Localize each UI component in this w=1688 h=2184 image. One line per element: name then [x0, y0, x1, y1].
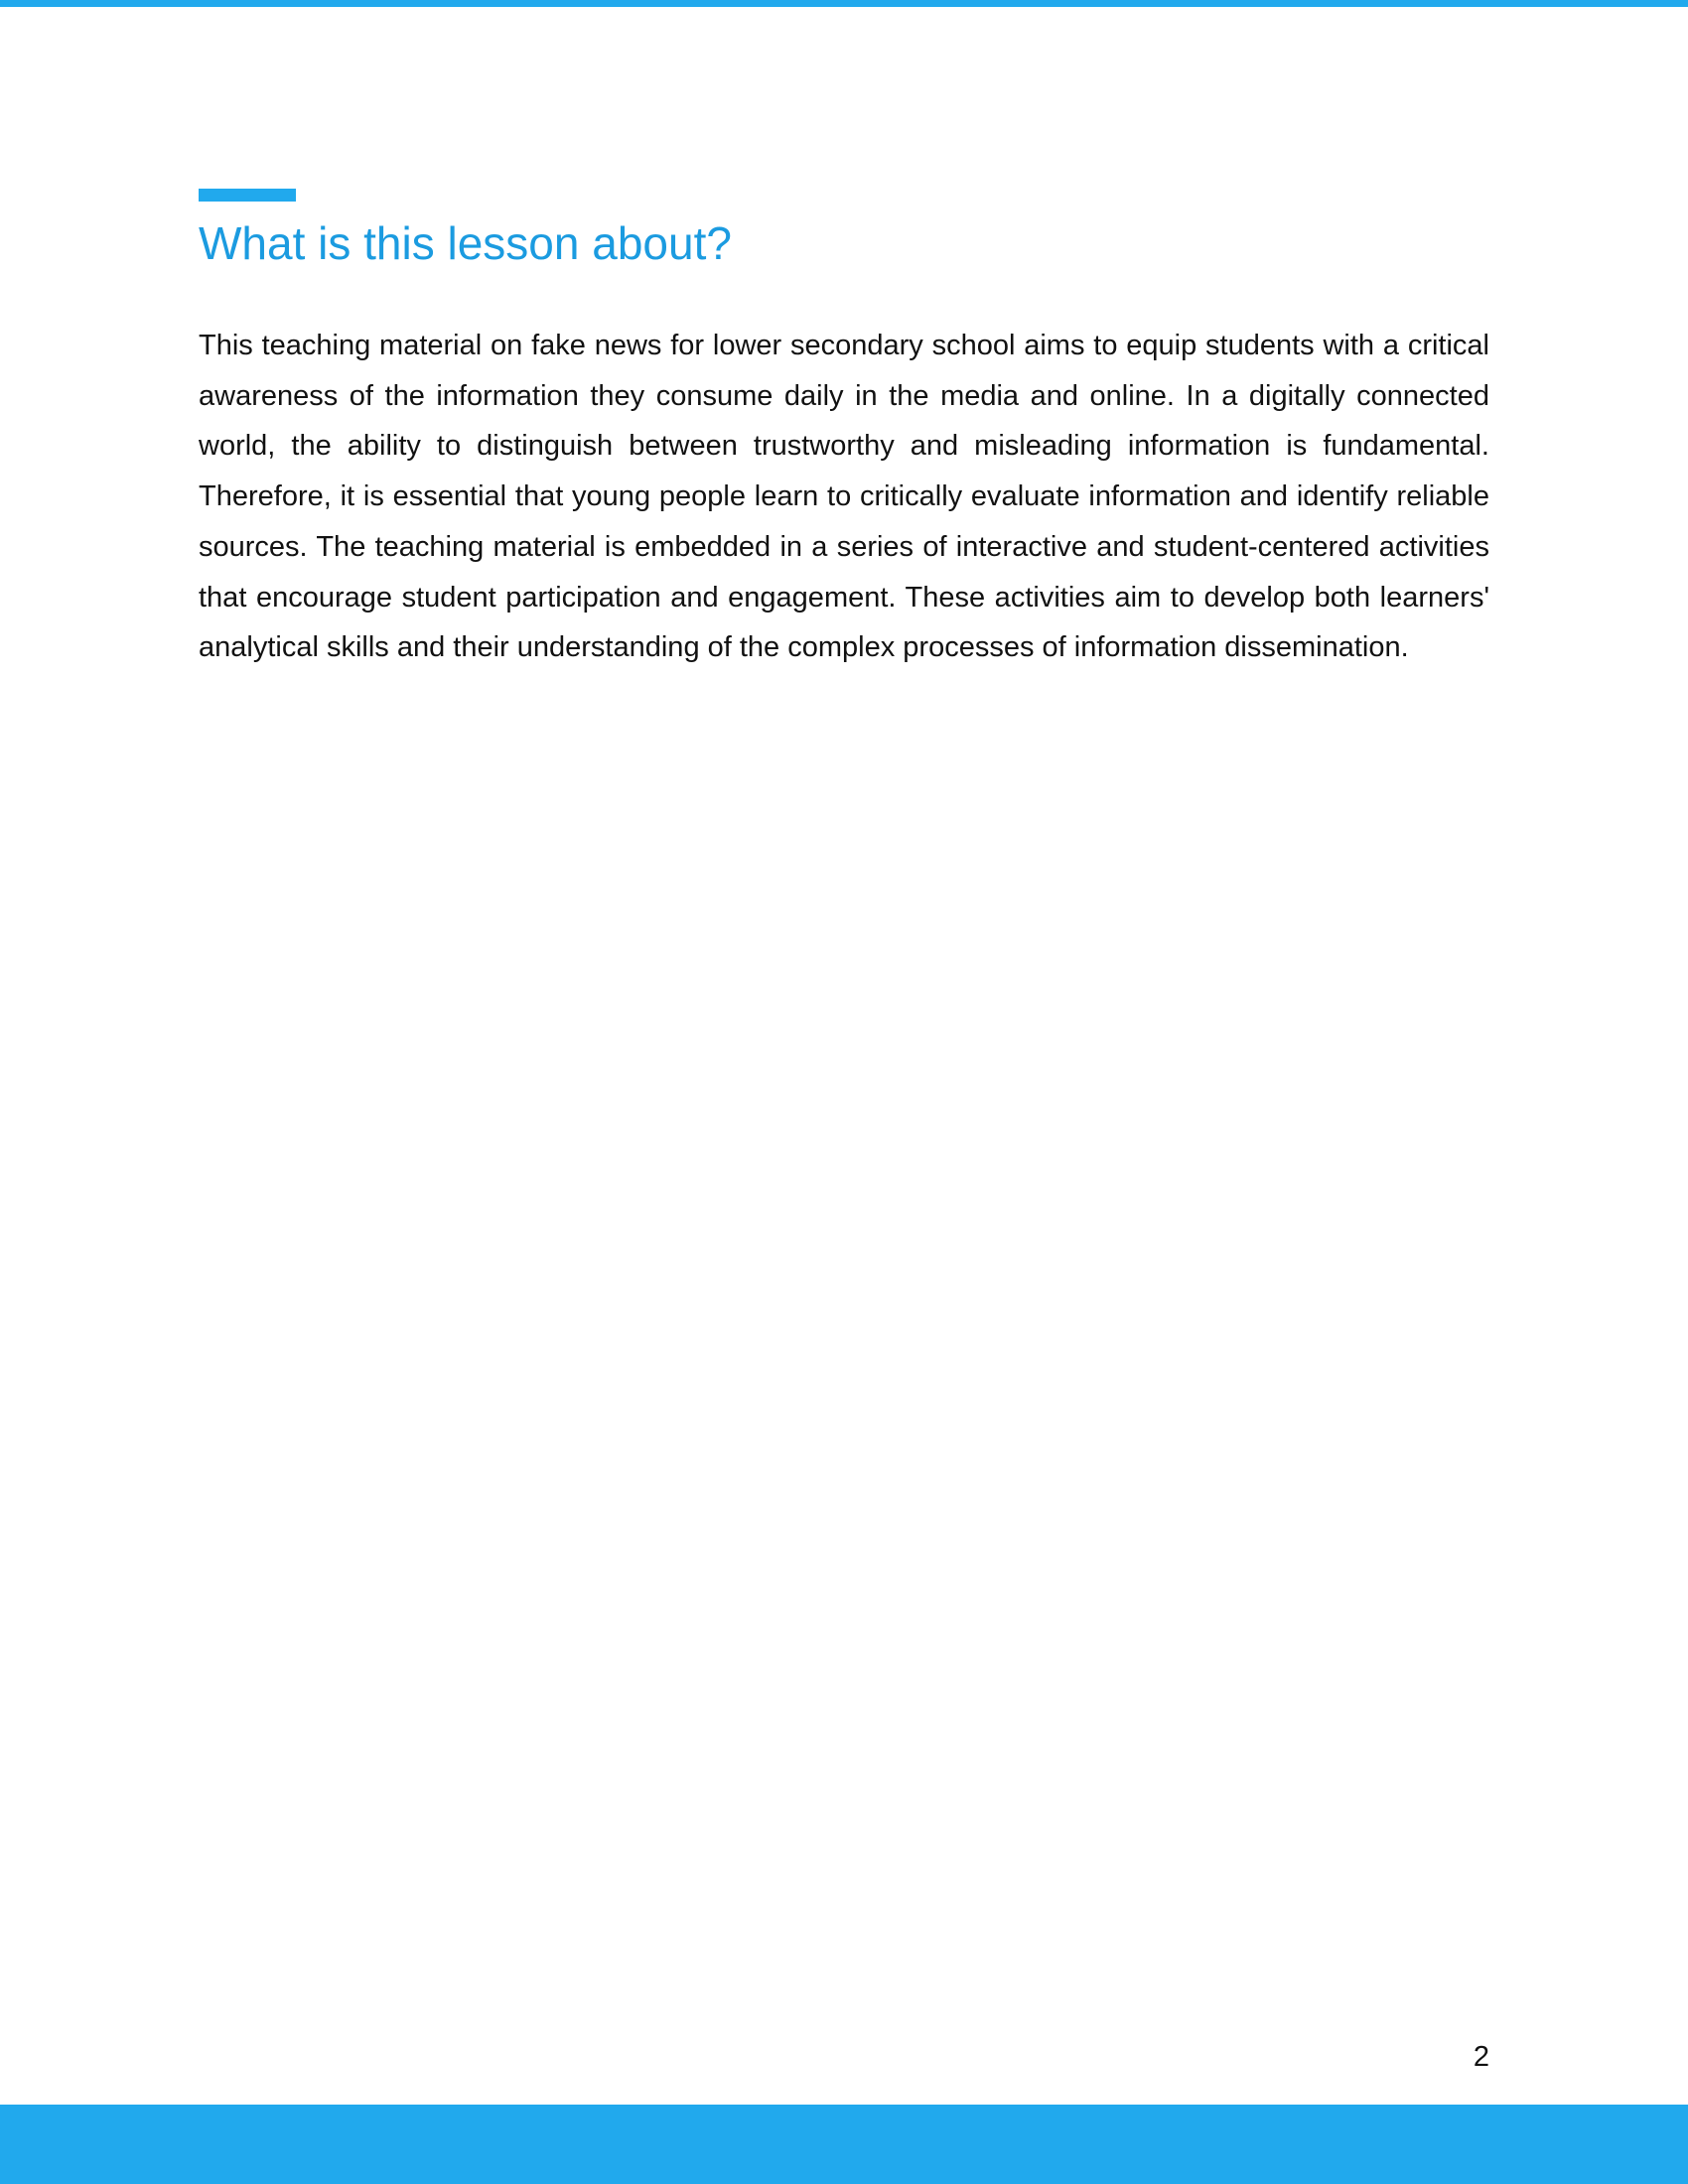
lesson-about-section: [199, 189, 1489, 673]
top-accent-rule: [0, 0, 1688, 7]
section-body-paragraph: This teaching material on fake news for lower secondary school aims to equip students with a critical awareness of the information they consume daily in the media and online. In a digitally connected world, the ability to distinguish between trustworthy and misleading information is fundamental. Therefore, it is essential that young people learn to critically evaluate information and identify reliable sources. The teaching material is embedded in a series of interactive and student-centered activities that encourage student participation and engagement. These activities aim to develop both learners' analytical skills and their understanding of the complex processes of information dissemination.: [199, 330, 1489, 664]
page-number: 2: [1473, 2041, 1489, 2073]
footer-accent-band: [0, 2105, 1688, 2184]
heading-accent-bar: [199, 189, 296, 202]
section-heading: What is this lesson about?: [199, 217, 732, 269]
